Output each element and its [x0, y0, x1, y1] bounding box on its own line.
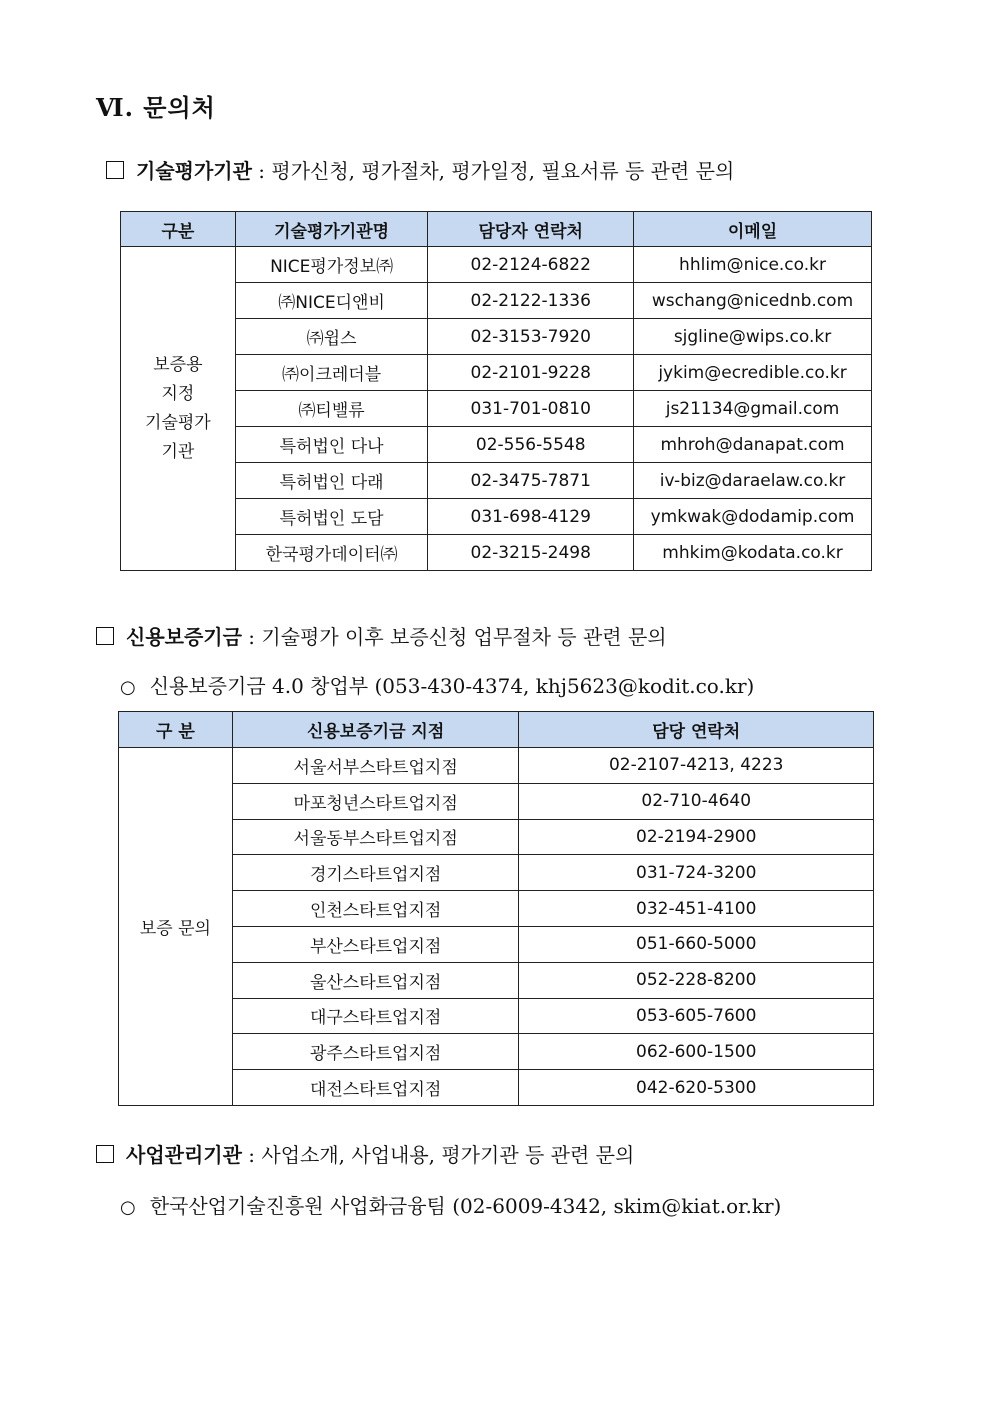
- biz-mgmt-desc: : 사업소개, 사업내용, 평가기관 등 관련 문의: [241, 1143, 635, 1167]
- phone-cell: 032-451-4100: [519, 891, 874, 927]
- phone-cell: 02-3215-2498: [428, 535, 634, 571]
- header-cell: 이메일: [634, 212, 872, 247]
- org-name-cell: ㈜NICE디앤비: [235, 283, 428, 319]
- tech-eval-table: [120, 211, 872, 571]
- email-cell: hhlim@nice.co.kr: [634, 247, 872, 283]
- header-cell: 신용보증기금 지점: [232, 712, 519, 748]
- table-row: [119, 926, 874, 962]
- email-cell: js21134@gmail.com: [634, 391, 872, 427]
- branch-cell: 대구스타트업지점: [232, 998, 519, 1034]
- group-label-line: 지정: [161, 383, 195, 404]
- biz-mgmt-heading-line: [96, 1139, 634, 1168]
- table-row: [119, 1034, 874, 1070]
- phone-cell: 031-698-4129: [428, 499, 634, 535]
- table-row: [119, 783, 874, 819]
- phone-cell: 051-660-5000: [519, 926, 874, 962]
- table-row: [121, 247, 872, 283]
- org-name-cell: ㈜이크레더블: [235, 355, 428, 391]
- tech-eval-desc: : 평가신청, 평가절차, 평가일정, 필요서류 등 관련 문의: [251, 159, 735, 183]
- biz-mgmt-contact-line: [120, 1190, 781, 1219]
- header-cell: 담당자 연락처: [428, 212, 634, 247]
- phone-cell: 031-701-0810: [428, 391, 634, 427]
- checkbox-square-icon: [96, 627, 114, 645]
- table-header-row: [119, 712, 874, 748]
- org-name-cell: 특허법인 다래: [235, 463, 428, 499]
- bullet-circle-icon: ○: [120, 677, 136, 698]
- branch-cell: 서울서부스타트업지점: [232, 748, 519, 784]
- branch-cell: 서울동부스타트업지점: [232, 819, 519, 855]
- table-row: [119, 891, 874, 927]
- email-cell: mhroh@danapat.com: [634, 427, 872, 463]
- credit-fund-desc: : 기술평가 이후 보증신청 업무절차 등 관련 문의: [241, 625, 667, 649]
- phone-cell: 052-228-8200: [519, 962, 874, 998]
- email-cell: ymkwak@dodamip.com: [634, 499, 872, 535]
- table-row: [119, 1070, 874, 1106]
- org-name-cell: ㈜윕스: [235, 319, 428, 355]
- branch-cell: 울산스타트업지점: [232, 962, 519, 998]
- table-row: [119, 998, 874, 1034]
- table-row: [119, 748, 874, 784]
- email-cell: mhkim@kodata.co.kr: [634, 535, 872, 571]
- email-cell: iv-biz@daraelaw.co.kr: [634, 463, 872, 499]
- phone-cell: 02-2122-1336: [428, 283, 634, 319]
- branch-cell: 부산스타트업지점: [232, 926, 519, 962]
- phone-cell: 062-600-1500: [519, 1034, 874, 1070]
- header-cell: 담당 연락처: [519, 712, 874, 748]
- header-cell: 기술평가기관명: [235, 212, 428, 247]
- section-title: Ⅵ. 문의처: [96, 93, 216, 122]
- credit-fund-contact: 신용보증기금 4.0 창업부 (053-430-4374, khj5623@kodit.co.kr): [149, 674, 755, 698]
- biz-mgmt-heading: 사업관리기관: [126, 1143, 242, 1167]
- group-label-line: 기관: [161, 441, 195, 462]
- email-cell: wschang@nicednb.com: [634, 283, 872, 319]
- branch-cell: 경기스타트업지점: [232, 855, 519, 891]
- branch-cell: 대전스타트업지점: [232, 1070, 519, 1106]
- header-cell: 구분: [121, 212, 236, 247]
- branch-cell: 인천스타트업지점: [232, 891, 519, 927]
- org-name-cell: NICE평가정보㈜: [235, 247, 428, 283]
- group-label-line: 기술평가: [145, 412, 211, 433]
- tech-eval-heading-line: [106, 155, 734, 184]
- bullet-circle-icon: ○: [120, 1197, 136, 1218]
- table-row: [119, 962, 874, 998]
- credit-fund-heading-line: [96, 621, 667, 650]
- phone-cell: 053-605-7600: [519, 998, 874, 1034]
- group-label-line: 보증용: [153, 354, 203, 375]
- table-row: [119, 819, 874, 855]
- phone-cell: 031-724-3200: [519, 855, 874, 891]
- email-cell: jykim@ecredible.co.kr: [634, 355, 872, 391]
- org-name-cell: 한국평가데이터㈜: [235, 535, 428, 571]
- tech-eval-heading: 기술평가기관: [136, 159, 252, 183]
- email-cell: sjgline@wips.co.kr: [634, 319, 872, 355]
- credit-fund-heading: 신용보증기금: [126, 625, 242, 649]
- org-name-cell: 특허법인 도담: [235, 499, 428, 535]
- biz-mgmt-contact: 한국산업기술진흥원 사업화금융팀 (02-6009-4342, skim@kiat.or.kr): [149, 1194, 782, 1218]
- header-cell: 구 분: [119, 712, 233, 748]
- phone-cell: 02-3475-7871: [428, 463, 634, 499]
- group-label-cell: 보증 문의: [119, 748, 233, 1106]
- phone-cell: 042-620-5300: [519, 1070, 874, 1106]
- credit-fund-contact-line: [120, 670, 754, 699]
- phone-cell: 02-556-5548: [428, 427, 634, 463]
- phone-cell: 02-2107-4213, 4223: [519, 748, 874, 784]
- table-header-row: [121, 212, 872, 247]
- org-name-cell: ㈜티밸류: [235, 391, 428, 427]
- credit-fund-table: [118, 711, 874, 1106]
- checkbox-square-icon: [106, 161, 124, 179]
- branch-cell: 마포청년스타트업지점: [232, 783, 519, 819]
- phone-cell: 02-2124-6822: [428, 247, 634, 283]
- phone-cell: 02-710-4640: [519, 783, 874, 819]
- checkbox-square-icon: [96, 1145, 114, 1163]
- org-name-cell: 특허법인 다나: [235, 427, 428, 463]
- phone-cell: 02-3153-7920: [428, 319, 634, 355]
- group-label-cell: [121, 247, 236, 571]
- table-row: [119, 855, 874, 891]
- branch-cell: 광주스타트업지점: [232, 1034, 519, 1070]
- phone-cell: 02-2101-9228: [428, 355, 634, 391]
- phone-cell: 02-2194-2900: [519, 819, 874, 855]
